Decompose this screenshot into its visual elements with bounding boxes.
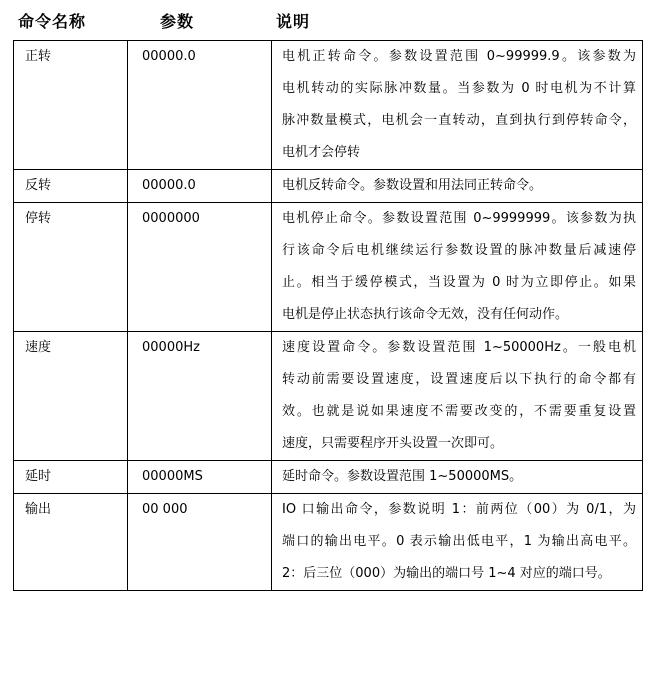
description-cell <box>272 494 643 591</box>
description-line: 延时命令。参数设置范围 1~50000MS。 <box>282 469 523 484</box>
header-description: 说明 <box>276 12 311 31</box>
command-name-cell: 反转 <box>14 170 128 203</box>
description-line: 2：后三位（000）为输出的端口号 1~4 对应的端口号。 <box>282 566 611 581</box>
table-row <box>14 203 643 332</box>
command-name-cell: 延时 <box>14 461 128 494</box>
table-row <box>14 41 643 170</box>
description-line: 转动前需要设置速度，设置速度后以下执行的命令都有 <box>282 372 636 387</box>
description-line: 电机转动的实际脉冲数量。当参数为 0 时电机为不计算 <box>282 81 636 96</box>
header-command-name: 命令名称 <box>18 12 87 31</box>
description-line: 脉冲数量模式，电机会一直转动，直到执行到停转命令， <box>282 113 636 128</box>
parameter-cell: 0000000 <box>128 203 272 332</box>
parameter-cell: 00 000 <box>128 494 272 591</box>
description-line: 电机是停止状态执行该命令无效，没有任何动作。 <box>282 307 569 322</box>
description-line: 电机反转命令。参数设置和用法同正转命令。 <box>282 178 543 193</box>
command-table <box>13 40 643 591</box>
command-name-cell: 正转 <box>14 41 128 170</box>
description-line: 行该命令后电机继续运行参数设置的脉冲数量后减速停 <box>282 243 636 258</box>
header-parameter: 参数 <box>160 12 195 31</box>
description-cell <box>272 170 643 203</box>
description-line: 止。相当于缓停模式，当设置为 0 时为立即停止。如果 <box>282 275 636 290</box>
parameter-cell: 00000MS <box>128 461 272 494</box>
command-name-cell: 停转 <box>14 203 128 332</box>
description-cell <box>272 203 643 332</box>
description-line: 电机正转命令。参数设置范围 0~99999.9。该参数为 <box>282 49 636 64</box>
table-row <box>14 494 643 591</box>
description-cell <box>272 461 643 494</box>
description-line: 电机才会停转 <box>282 145 361 160</box>
table-row <box>14 332 643 461</box>
description-cell <box>272 41 643 170</box>
description-line: 端口的输出电平。0 表示输出低电平，1 为输出高电平。 <box>282 534 636 549</box>
parameter-cell: 00000.0 <box>128 170 272 203</box>
table-row <box>14 170 643 203</box>
description-cell <box>272 332 643 461</box>
command-name-cell: 速度 <box>14 332 128 461</box>
table-header <box>0 7 655 33</box>
description-line: 速度，只需要程序开头设置一次即可。 <box>282 436 504 451</box>
description-line: 效。也就是说如果速度不需要改变的，不需要重复设置 <box>282 404 636 419</box>
table-row <box>14 461 643 494</box>
description-line: 电机停止命令。参数设置范围 0~9999999。该参数为执 <box>282 211 636 226</box>
command-name-cell: 输出 <box>14 494 128 591</box>
parameter-cell: 00000Hz <box>128 332 272 461</box>
description-line: IO 口输出命令，参数说明 1：前两位（00）为 0/1，为 <box>282 502 636 517</box>
description-line: 速度设置命令。参数设置范围 1~50000Hz。一般电机 <box>282 340 636 355</box>
parameter-cell: 00000.0 <box>128 41 272 170</box>
